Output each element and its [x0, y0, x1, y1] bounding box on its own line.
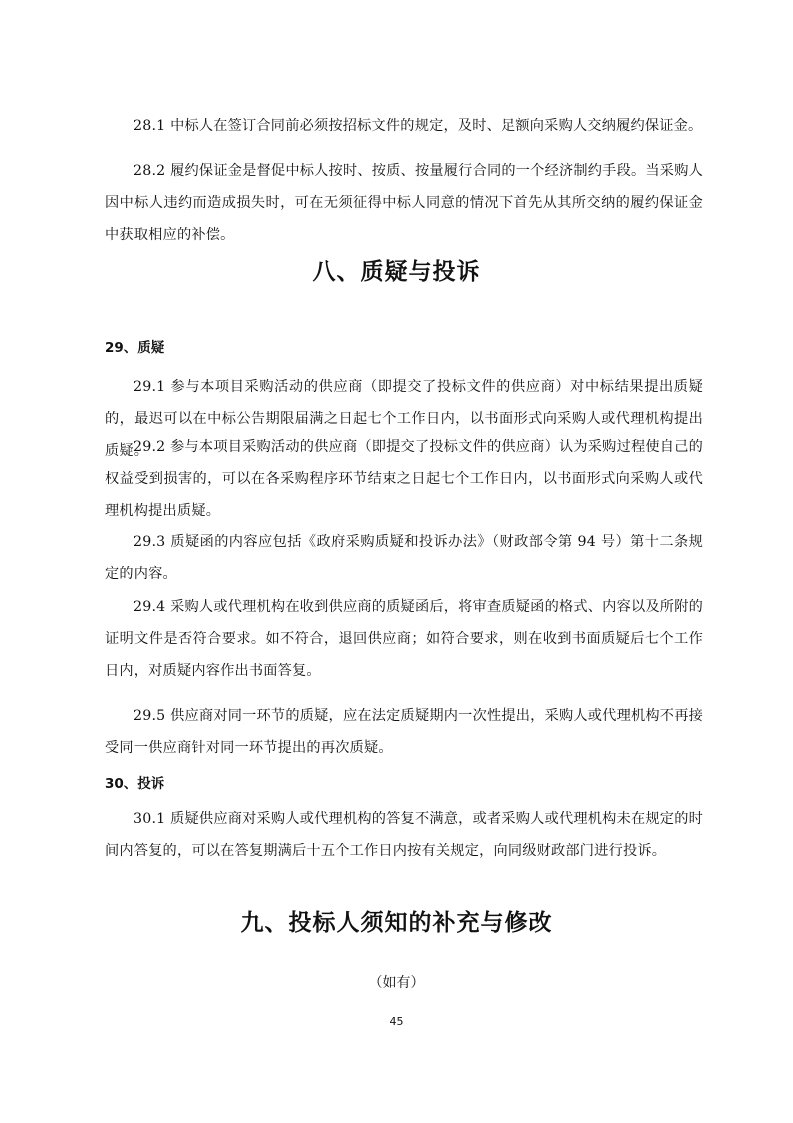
paragraph-29-4: 29.4 采购人或代理机构在收到供应商的质疑函后，将审查质疑函的格式、内容以及所附的证明文件是否符合要求。如不符合，退回供应商；如符合要求，则在收到书面质疑后七个工作日内，对质疑内容作出书面答复。 [105, 599, 703, 679]
paragraph-28-1: 28.1 中标人在签订合同前必须按招标文件的规定，及时、足额向采购人交纳履约保证金。 [133, 118, 703, 134]
section-9-note: （如有） [368, 975, 425, 991]
section-heading-9: 九、投标人须知的补充与修改 [240, 910, 553, 936]
item-heading-29: 29、质疑 [105, 340, 165, 356]
paragraph-29-2: 29.2 参与本项目采购活动的供应商（即提交了投标文件的供应商）认为采购过程使自己的权益受到损害的，可以在各采购程序环节结束之日起七个工作日内，以书面形式向采购人或代理机构提出质疑。 [105, 439, 703, 519]
paragraph-30-1: 30.1 质疑供应商对采购人或代理机构的答复不满意，或者采购人或代理机构未在规定的时间内答复的，可以在答复期满后十五个工作日内按有关规定，向同级财政部门进行投诉。 [105, 811, 703, 859]
paragraph-28-2: 28.2 履约保证金是督促中标人按时、按质、按量履行合同的一个经济制约手段。当采购人因中标人违约而造成损失时，可在无须征得中标人同意的情况下首先从其所交纳的履约保证金中获取相应的补偿。 [105, 163, 703, 243]
paragraph-29-3: 29.3 质疑函的内容应包括《政府采购质疑和投诉办法》（财政部令第 94 号）第十二条规定的内容。 [105, 534, 703, 582]
item-heading-30: 30、投诉 [105, 776, 165, 792]
section-heading-8: 八、质疑与投诉 [312, 259, 481, 285]
paragraph-29-5: 29.5 供应商对同一环节的质疑，应在法定质疑期内一次性提出，采购人或代理机构不再接受同一供应商针对同一环节提出的再次质疑。 [105, 708, 703, 756]
page-number: 45 [389, 1015, 404, 1028]
paragraph-29-1: 29.1 参与本项目采购活动的供应商（即提交了投标文件的供应商）对中标结果提出质疑的，最迟可以在中标公告期限届满之日起七个工作日内，以书面形式向采购人或代理机构提出质疑。 [105, 379, 703, 459]
